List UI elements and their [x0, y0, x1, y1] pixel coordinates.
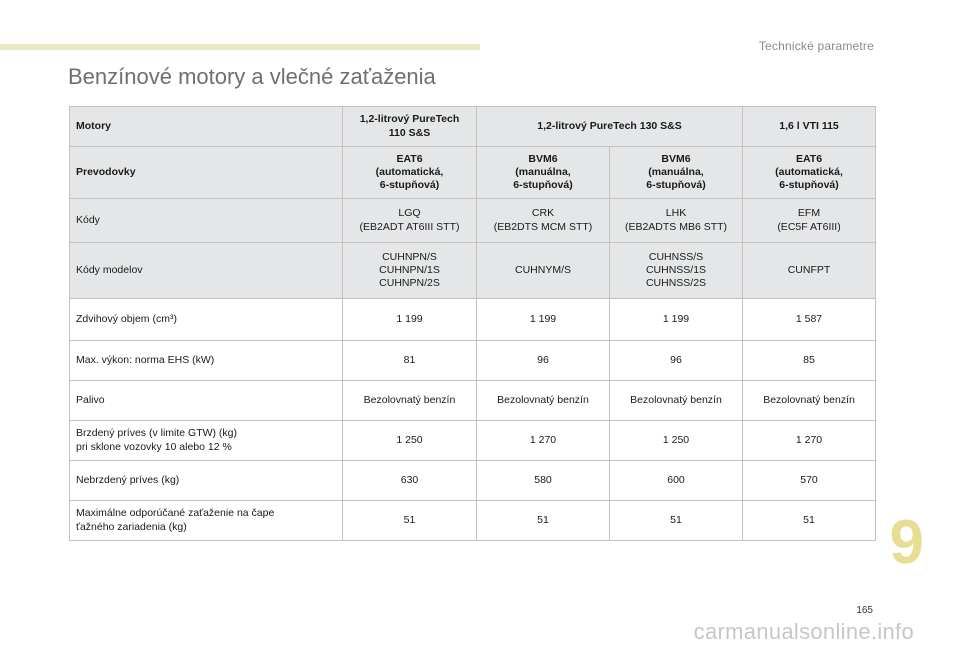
table-cell: 630	[343, 461, 477, 501]
table-cell: 1 270	[743, 421, 876, 461]
table-cell: EFM (EC5F AT6III)	[743, 199, 876, 243]
table-row-braked-trailer	[70, 421, 876, 461]
table-row-engines	[70, 107, 876, 147]
row-label: Motory	[70, 107, 343, 147]
section-name: Technické parametre	[758, 39, 874, 53]
table-cell: 600	[610, 461, 743, 501]
table-cell: LHK (EB2ADTS MB6 STT)	[610, 199, 743, 243]
table-cell: LGQ (EB2ADT AT6III STT)	[343, 199, 477, 243]
table-cell: 570	[743, 461, 876, 501]
table-cell: CUHNSS/S CUHNSS/1S CUHNSS/2S	[610, 243, 743, 299]
table-cell: EAT6 (automatická, 6-stupňová)	[743, 147, 876, 199]
table-cell: 51	[610, 501, 743, 541]
table-row-fuel	[70, 381, 876, 421]
table-row-codes	[70, 199, 876, 243]
row-label: Prevodovky	[70, 147, 343, 199]
table-cell: CUNFPT	[743, 243, 876, 299]
table-cell: Bezolovnatý benzín	[343, 381, 477, 421]
table-cell: 1 270	[477, 421, 610, 461]
table-row-towbar-load	[70, 501, 876, 541]
table-cell: CRK (EB2DTS MCM STT)	[477, 199, 610, 243]
row-label: Brzdený príves (v limite GTW) (kg) pri sklone vozovky 10 alebo 12 %	[70, 421, 343, 461]
table-cell: 1 250	[610, 421, 743, 461]
row-label: Palivo	[70, 381, 343, 421]
table-cell: BVM6 (manuálna, 6-stupňová)	[610, 147, 743, 199]
table-row-unbraked-trailer	[70, 461, 876, 501]
table-cell: 1,2-litrový PureTech 130 S&S	[477, 107, 743, 147]
table-cell: 81	[343, 341, 477, 381]
table-cell: 1 199	[610, 299, 743, 341]
table-cell: 1,6 l VTI 115	[743, 107, 876, 147]
table-cell: 51	[743, 501, 876, 541]
table-cell: 51	[343, 501, 477, 541]
table-cell: 1,2-litrový PureTech 110 S&S	[343, 107, 477, 147]
row-label: Zdvihový objem (cm³)	[70, 299, 343, 341]
table-cell: 51	[477, 501, 610, 541]
table-row-model-codes	[70, 243, 876, 299]
row-label: Kódy	[70, 199, 343, 243]
row-label: Nebrzdený príves (kg)	[70, 461, 343, 501]
table-cell: 85	[743, 341, 876, 381]
page-number: 165	[856, 605, 873, 616]
row-label: Maximálne odporúčané zaťaženie na čape ťažného zariadenia (kg)	[70, 501, 343, 541]
table-cell: 1 587	[743, 299, 876, 341]
table-cell: 96	[477, 341, 610, 381]
page-title: Benzínové motory a vlečné zaťaženia	[68, 64, 436, 89]
table-cell: 580	[477, 461, 610, 501]
table-cell: CUHNYM/S	[477, 243, 610, 299]
header-accent-bar	[0, 44, 480, 50]
table-cell: CUHNPN/S CUHNPN/1S CUHNPN/2S	[343, 243, 477, 299]
watermark: carmanualsonline.info	[693, 619, 914, 644]
table-cell: BVM6 (manuálna, 6-stupňová)	[477, 147, 610, 199]
row-label: Kódy modelov	[70, 243, 343, 299]
chapter-number: 9	[889, 508, 924, 577]
table-cell: Bezolovnatý benzín	[477, 381, 610, 421]
table-cell: 1 199	[343, 299, 477, 341]
table-cell: Bezolovnatý benzín	[743, 381, 876, 421]
table-row-gearboxes	[70, 147, 876, 199]
table-cell: EAT6 (automatická, 6-stupňová)	[343, 147, 477, 199]
engine-spec-table	[69, 106, 876, 541]
table-row-displacement	[70, 299, 876, 341]
table-cell: 1 199	[477, 299, 610, 341]
table-cell: Bezolovnatý benzín	[610, 381, 743, 421]
table-cell: 1 250	[343, 421, 477, 461]
row-label: Max. výkon: norma EHS (kW)	[70, 341, 343, 381]
table-row-max-power	[70, 341, 876, 381]
table-cell: 96	[610, 341, 743, 381]
